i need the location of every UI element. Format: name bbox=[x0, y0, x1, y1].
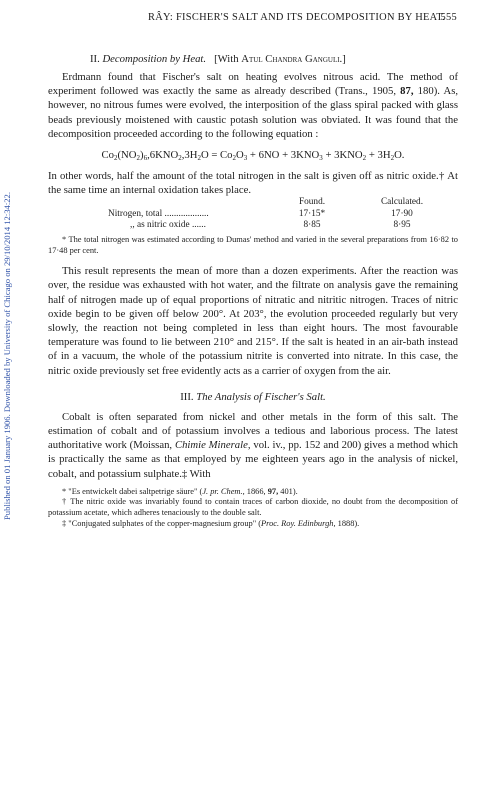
paragraph-text: Cobalt is often separated from nickel and other metals in the form of this salt. The estimation of cobalt and of potassium involves a tedious and laborious process. The latest authoritative work (Moissan, bbox=[48, 410, 458, 452]
section-number: III. bbox=[180, 390, 194, 403]
table-header-cell bbox=[48, 197, 278, 209]
footnote-text: 401). bbox=[280, 486, 298, 496]
running-header bbox=[45, 12, 457, 34]
footnote-text: * "Es entwickelt dabei saltpetrige säure" ( bbox=[62, 486, 203, 496]
work-title: Chimie Minerale, bbox=[174, 439, 251, 452]
footnote-text: ‡ "Conjugated sulphates of the copper-magnesium group" ( bbox=[62, 518, 262, 528]
footnote-2: † The nitric oxide was invariably found to contain traces of carbon dioxide, no doubt from the decomposition of potassium acetate, which adheres tenaciously to the double salt. bbox=[48, 497, 458, 517]
journal-name: J. pr. Chem. bbox=[202, 486, 243, 496]
paragraph-cobalt bbox=[48, 410, 458, 481]
table-header-row bbox=[48, 197, 458, 209]
paragraph-result: This result represents the mean of more than a dozen experiments. After the reaction was over, the residue was exhausted with hot water, and the filtrate on analysis gave the remaining half of nitrogen made up of equal proportions of nitratic and nitritic nitrogen. Traces of nitric oxide begin to be given off below 200°. At 203°, the evolution proceeded regularly but very slowly, the reaction not being completed in less than eight hours. The most favourable temperature was found to lie between 210° and 215°. If the salt is heated in an air-bath instead of in a vacuum, the whole of the potassium nitrite is converted into nitrate. In this case, the nitric oxide previously set free evidently acts as a carrier of oxygen from the air. bbox=[48, 265, 458, 377]
section-heading-decomposition bbox=[48, 52, 458, 66]
footnote-text: , 1866, bbox=[242, 486, 266, 496]
table-row bbox=[48, 209, 458, 221]
section-title: The Analysis of Fischer's Salt. bbox=[196, 390, 326, 403]
table-cell: 8·95 bbox=[393, 220, 411, 231]
paragraph-erdmann bbox=[48, 70, 458, 141]
section-title: Decomposition by Heat. bbox=[102, 53, 207, 65]
paragraph-text: Erdmann found that Fischer's salt on heating evolves nitrous acid. The method of experiment followed was exactly the same as already described (Trans., 1905, bbox=[48, 71, 458, 98]
volume-number: 97, bbox=[267, 486, 279, 496]
decomposition-equation: $Co_2(NO_2)_6,6KNO_2,3H_2O = Co_2O_3 + 6NO + 3KNO_3 + 3KNO_2 + 3H_2O$. bbox=[101, 149, 405, 163]
table-cell: ,, as nitric oxide ...... bbox=[130, 220, 206, 231]
section-number: II. bbox=[90, 53, 100, 65]
paragraph-text: 180). As, however, no nitrous fumes were evolved, the interposition of the glass spiral packed with glass beads previously moistened with caustic potash solution was obviated. It was found that the decomposition proceeded according to the following equation : bbox=[48, 85, 459, 140]
paragraph-nitric-oxide: In other words, half the amount of the total nitrogen in the salt is given off as nitric oxide.† At the same time an internal oxidation takes place. bbox=[48, 170, 458, 197]
table-cell: 17·15* bbox=[298, 208, 326, 219]
results-table bbox=[48, 197, 458, 232]
footnote-text: 1888). bbox=[337, 518, 360, 528]
table-header-cell: Found. bbox=[298, 197, 326, 208]
paragraph-text: vol. iv., pp. 152 and 200) gives a method which is practically the same as that employed by me eighteen years ago in the analysis of nickel, cobalt, and potassium sulphate.‡ With bbox=[48, 439, 459, 480]
table-row bbox=[48, 220, 458, 232]
collaborator-pre: [With bbox=[214, 53, 239, 65]
spacer bbox=[48, 256, 458, 264]
footnote-1 bbox=[48, 487, 458, 498]
page-number: 555 bbox=[440, 12, 457, 23]
table-cell: 8·85 bbox=[303, 220, 321, 231]
page-body bbox=[48, 52, 458, 529]
volume-number: 87, bbox=[400, 85, 414, 98]
table-header-cell: Calculated. bbox=[380, 197, 424, 208]
collaborator-post: ] bbox=[342, 53, 346, 65]
footnote-3 bbox=[48, 519, 458, 530]
section-heading-analysis bbox=[48, 390, 458, 404]
table-cell: Nitrogen, total ................... bbox=[108, 208, 209, 219]
table-footnote: * The total nitrogen was estimated according to Dumas' method and varied in the several preparations from 16·82 to 17·48 per cent. bbox=[48, 234, 458, 255]
download-watermark: Published on 01 January 1906. Downloaded by University of Chicago on 29/10/2014 12:34:22. bbox=[2, 192, 12, 520]
collaborator-name: Atul Chandra Ganguli. bbox=[241, 53, 343, 65]
table-cell: 17·90 bbox=[391, 208, 413, 219]
running-title: RÂY: FISCHER'S SALT AND ITS DECOMPOSITION BY HEAT. bbox=[148, 12, 446, 23]
journal-name: Proc. Roy. Edinburgh, bbox=[261, 518, 336, 528]
